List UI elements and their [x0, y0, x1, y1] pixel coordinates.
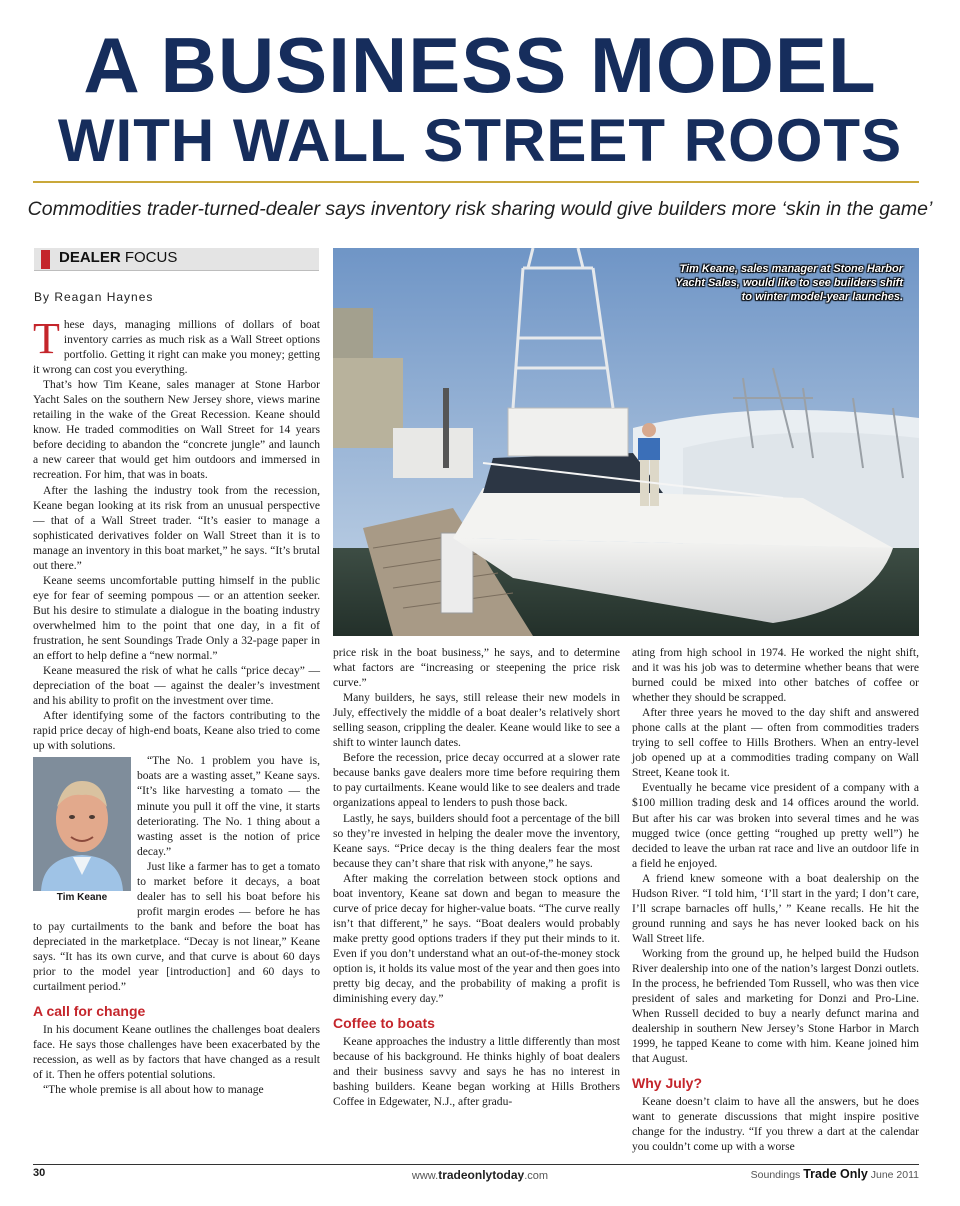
- byline: By Reagan Haynes: [34, 290, 154, 304]
- subhead-coffee-to-boats: Coffee to boats: [333, 1015, 435, 1032]
- paragraph-10: “The whole premise is all about how to manage: [43, 1084, 264, 1097]
- headshot-figure: [33, 757, 131, 907]
- paragraph-4: Keane seems uncomfortable putting himself in the public eye for fear of seeming pompous — or an attention seeker. But his desire to stimulate a dialogue in the boating industry overwhelmed him to the point that one day, in a fit of frustration, he sent Soundings Trade Only a 32-page paper in an effort to help define a “new normal.”: [33, 574, 320, 663]
- paragraph-7: “The No. 1 problem you have is, boats are a wasting asset,” Keane says. “It’s like harvesting a tomato — the minute you pull it off the vine, it starts deteriorating. The No. 1 thing about a wasting asset is the notion of price decay.”: [137, 755, 320, 858]
- subhead-call-for-change: A call for change: [33, 1003, 146, 1020]
- photo-caption: Tim Keane, sales manager at Stone Harbor Yacht Sales, would like to see builders shift to winter model-year launches.: [675, 263, 903, 303]
- mag-prefix: Soundings: [750, 1169, 801, 1181]
- paragraph-12: Many builders, he says, still release their new models in July, effectively the middle of a boat dealer’s relatively short selling season, crippling the dealer. Keane would like to see a shift to winter launch dates.: [333, 692, 620, 750]
- headline-line-2: WITH WALL STREET ROOTS: [57, 107, 903, 174]
- section-tag-rest: FOCUS: [124, 249, 178, 266]
- site-name: tradeonlytoday: [438, 1168, 525, 1182]
- paragraph-16: Keane approaches the industry a little differently than most because of his background. He thinks highly of boat dealers and their business savvy and says he has no interest in bashing builders. Keane began working at Hills Brothers Coffee in Edgewater, N.J., after gradu-: [333, 1036, 620, 1109]
- mag-name: Trade Only: [803, 1167, 868, 1181]
- article-column-1: [33, 314, 320, 1098]
- drop-cap: T: [33, 314, 60, 363]
- page-number: 30: [33, 1167, 46, 1179]
- subheadline: Commodities trader-turned-dealer says inventory risk sharing would give builders more ‘skin in the game’: [27, 198, 933, 220]
- section-tag-marker: [41, 250, 50, 269]
- paragraph-3: After the lashing the industry took from the recession, Keane began looking at its risk from an unusual perspective — that of a Wall Street trader. “It’s easier to manage a sophisticated derivatives folder on Wall Street than it is to manage an inventory in this boat market,” he says. “It’s brutal out there.”: [33, 484, 320, 572]
- issue-date: June 2011: [870, 1169, 919, 1181]
- paragraph-19: Eventually he became vice president of a company with a $100 million trading desk and 14 offices around the world. But after his car was broken into several times and he was mugged twice (once getting “roughed up pretty well”) he decided to leave the urban rat race and live an outdoor life in a field he enjoyed.: [632, 782, 919, 870]
- site-prefix: www.: [411, 1170, 439, 1182]
- paragraph-1-text: hese days, managing millions of dollars of boat inventory carries as much risk as a Wall Street options portfolio. Getting it right can make you money; getting it wrong can cost you everything.: [33, 319, 320, 377]
- paragraph-20: A friend knew someone with a boat dealership on the Hudson River. “I told him, ‘I’ll start in the yard; I don’t care, I’ll scrape barnacles off hulls,’ ” Keane recalls. He hit the ground running and says he has never looked back on his Wall Street life.: [632, 872, 919, 945]
- paragraph-21: Working from the ground up, he helped build the Hudson River dealership into one of the nation’s largest Donzi outlets. In the process, he befriended Tom Russell, who was then vice president of sales and marketing for Donzi and Pro-Line. When Russell decided to buy a nearly defunct marina and dealership in southern New Jersey’s Stone Harbor in March 1999, he tapped Keane to come with him. Keane joined him that August.: [632, 947, 919, 1066]
- headshot-photo: [33, 757, 131, 891]
- footer-masthead: [751, 1167, 919, 1181]
- paragraph-17: ating from high school in 1974. He worked the night shift, and it was his job was to determine whether beans that were burned could be mixed into other batches of coffee or whether they should be scrapped.: [632, 647, 919, 705]
- paragraph-8: Just like a farmer has to get a tomato to market before it decays, a boat dealer has to sell his boat before his profit margin erodes — before he has to pay curtailments to the bank and before the boat has depreciated in the marketplace. “Decay is not linear,” Keane says. “It has its own curve, and that curve is about 60 days prior to the model year [introduction] and 60 days to curtailment period.”: [33, 860, 320, 994]
- paragraph-2: That’s how Tim Keane, sales manager at Stone Harbor Yacht Sales on the southern New Jersey shore, views marine retailing in the wake of the Great Recession. Keane should know. He traded commodities on Wall Street for 14 years before deciding to abandon the “concrete jungle” and launch a new career that would get him outdoors and immersed in recreation. For him, that was in boats.: [33, 379, 320, 482]
- hero-photo: [333, 248, 919, 636]
- subhead-why-july: Why July?: [632, 1075, 703, 1092]
- paragraph-14: Lastly, he says, builders should foot a percentage of the bill so they’re invested in helping the dealer move the inventory, Keane says. “Price decay is the thing dealers fear the most because they can’t share that risk with anyone,” he says.: [333, 812, 620, 870]
- headline-divider: [33, 181, 919, 183]
- paragraph-15: After making the correlation between stock options and boat inventory, Keane sat down and began to measure the curve of price decay for higher-value boats. “The curve really isn’t that different,” he says. “Boat dealers would probably make pretty good options traders if they put their minds to it. Even if you don’t understand what an out-of-the-money stock option is, it holds its value most of the year and then goes into pretty big decay, and the probability of making a profit is diminishing every day.”: [333, 872, 620, 1006]
- paragraph-5: Keane measured the risk of what he calls “price decay” — depreciation of the boat — against the dealer’s investment and his ability to profit on the investment over time.: [33, 665, 320, 708]
- section-tag-label: [59, 249, 177, 266]
- boat-photo-illustration: [333, 248, 919, 636]
- site-suffix: .com: [524, 1170, 549, 1182]
- headshot-illustration: [33, 757, 131, 891]
- paragraph-22: Keane doesn’t claim to have all the answers, but he does want to generate discussions that might inspire positive change for the industry. “If you threw a dart at the calendar you couldn’t come up with a worse: [632, 1096, 919, 1154]
- article-column-2: [333, 646, 620, 1110]
- section-tag: [34, 248, 319, 271]
- paragraph-9: In his document Keane outlines the challenges boat dealers face. He says those challenges have been exacerbated by the recession, as well as by factors that have changed as a result of it. Then he offers potential solutions.: [33, 1024, 320, 1082]
- paragraph-6: After identifying some of the factors contributing to the rapid price decay of high-end boats, Keane also tried to come up with solutions.: [33, 710, 320, 753]
- headshot-caption: Tim Keane: [56, 892, 108, 904]
- paragraph-18: After three years he moved to the day shift and answered phone calls at the plant — often from commodities traders trying to sell coffee to Hills Brothers. When an entry-level job opened up at a commodities trading company on Wall Street, Keane took it.: [632, 707, 919, 780]
- paragraph-11: price risk in the boat business,” he says, and to determine what factors are “increasing or steepening the price risk curve.”: [333, 647, 620, 690]
- section-tag-bold: DEALER: [59, 249, 121, 266]
- paragraph-13: Before the recession, price decay occurred at a slower rate because banks gave dealers more time before requiring them to pay curtailments. Keane would like to see dealers and trade organizations appeal to lenders to push those back.: [333, 752, 620, 810]
- headline-line-1: A BUSINESS MODEL: [83, 21, 877, 109]
- article-column-3: [632, 646, 919, 1156]
- footer-rule: [33, 1164, 919, 1165]
- paragraph-1: [33, 314, 320, 378]
